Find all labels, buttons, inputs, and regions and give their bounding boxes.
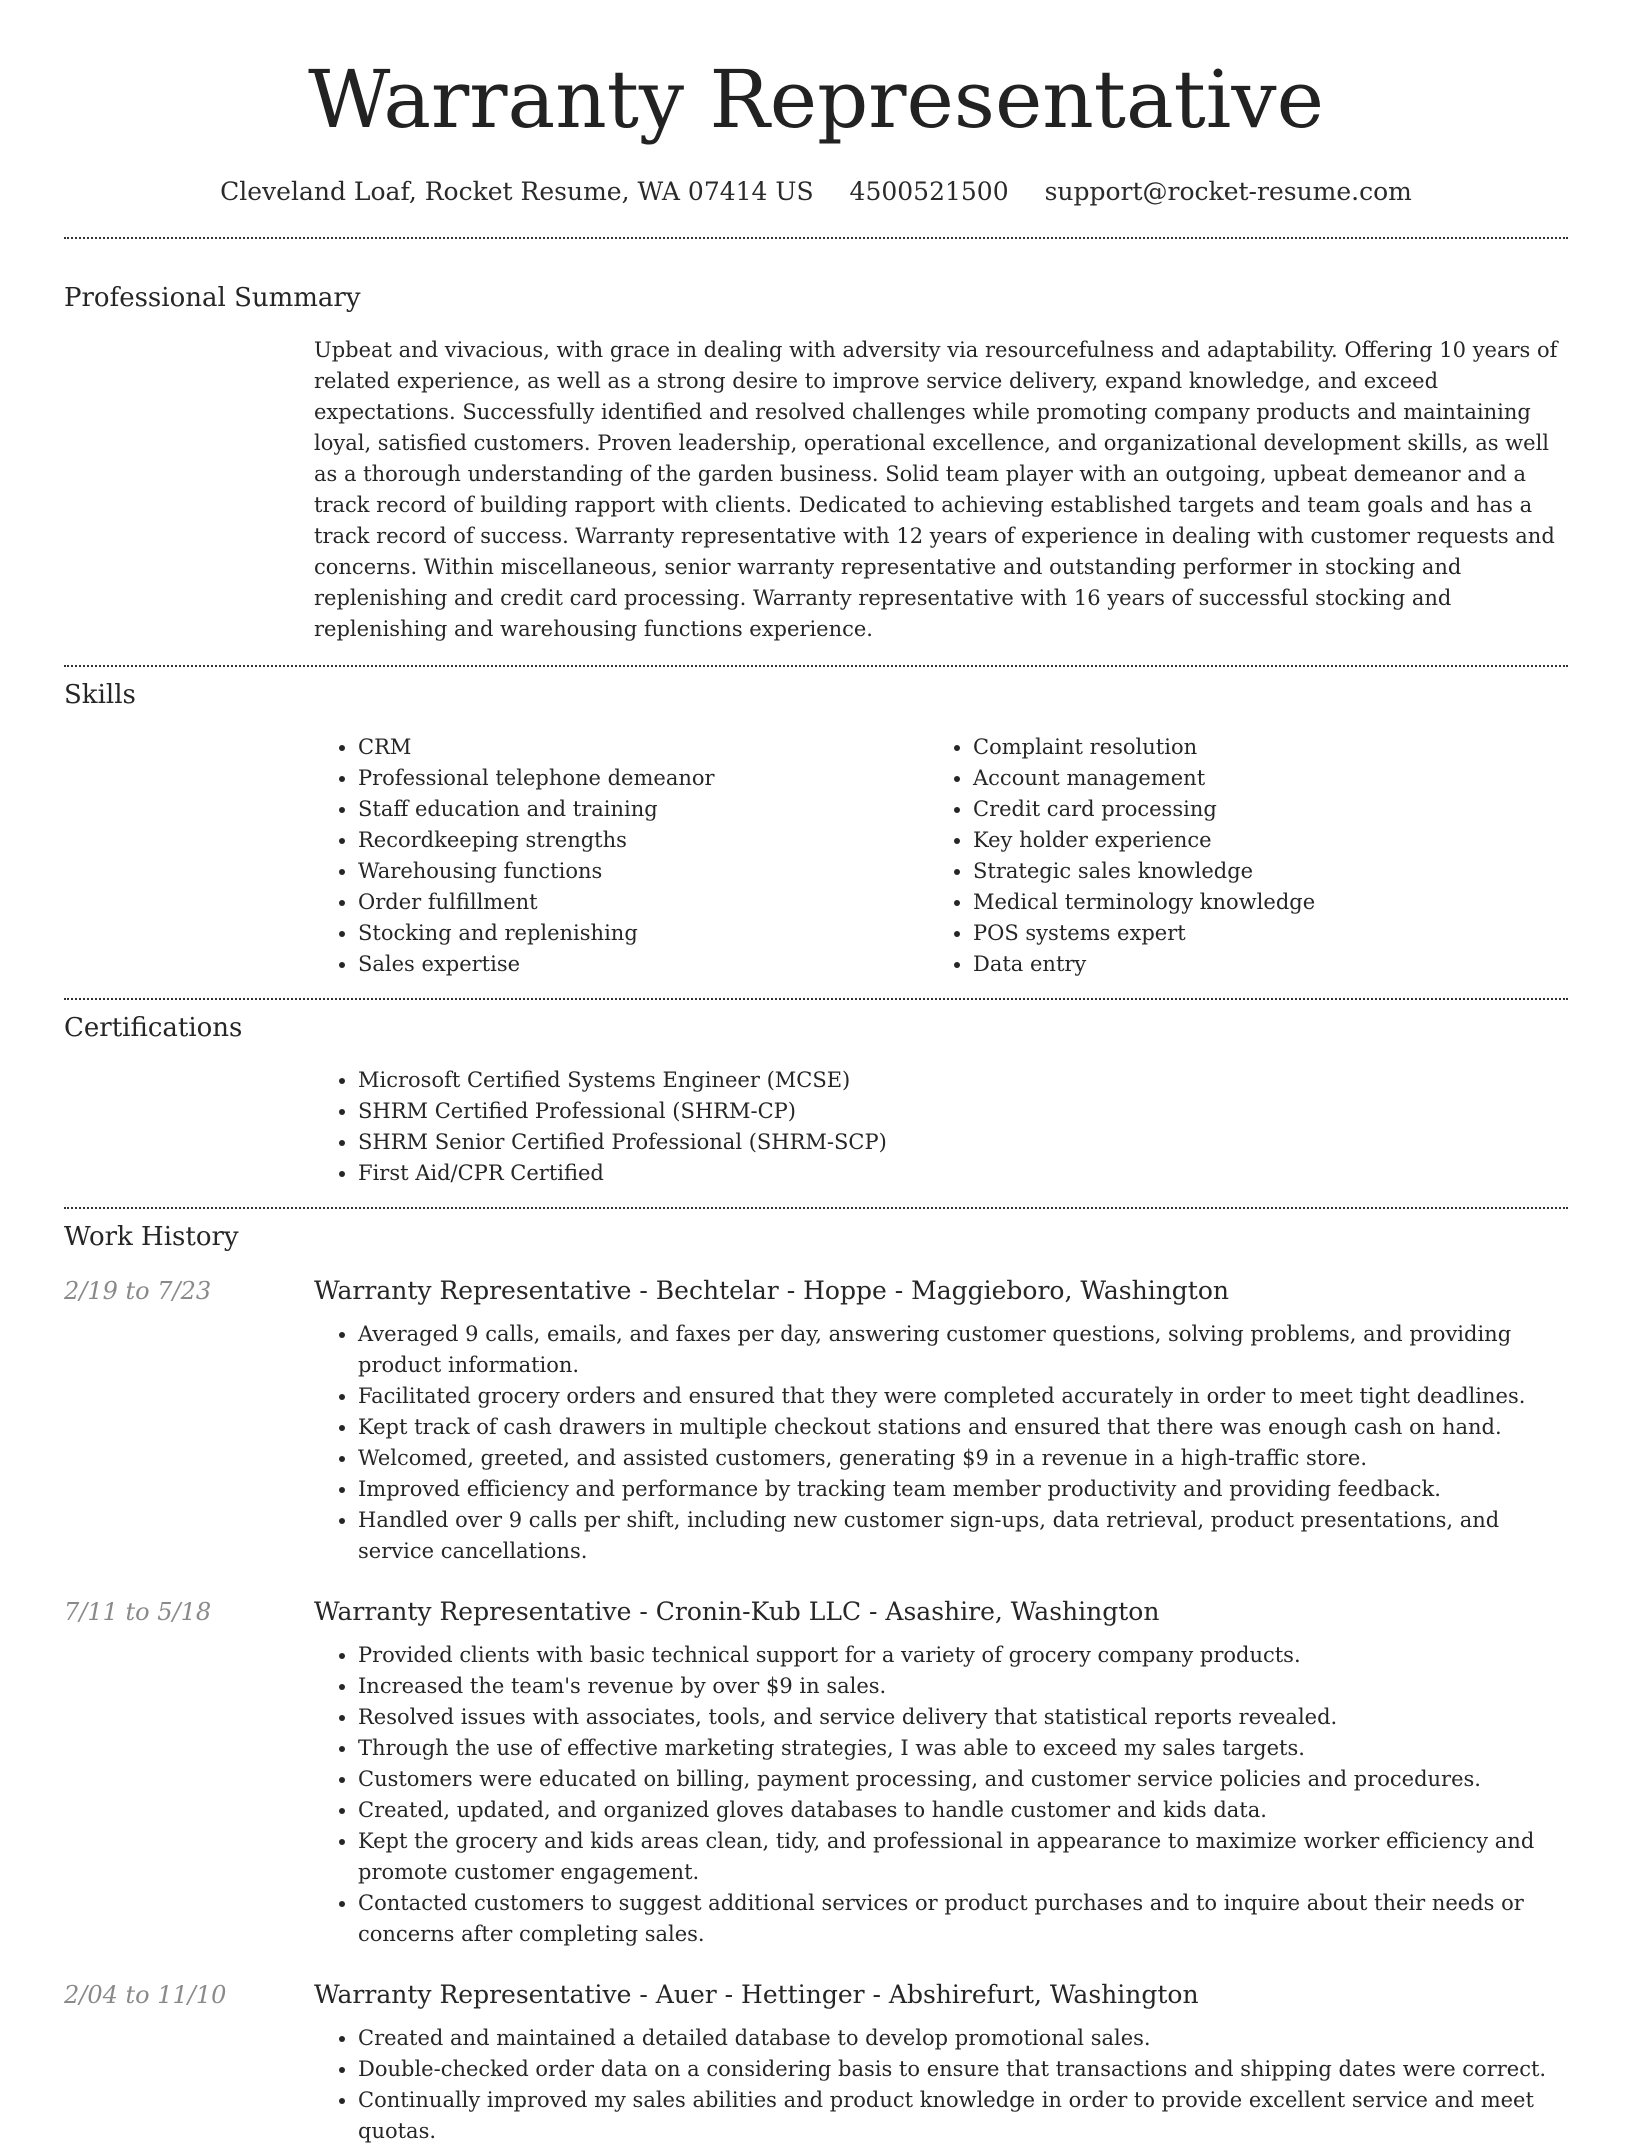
- job-title: Warranty Representative - Cronin-Kub LLC - Asashire, Washington: [314, 1597, 1160, 1626]
- skill-item: • Recordkeeping strengths: [358, 825, 929, 856]
- skill-item: • CRM: [358, 732, 929, 763]
- job-bullet: • Averaged 9 calls, emails, and faxes per day, answering customer questions, solving problems, and providing product information.: [358, 1319, 1568, 1381]
- skill-item: • Data entry: [973, 949, 1544, 980]
- job-bullet: • Created, updated, and organized gloves databases to handle customer and kids data.: [358, 1795, 1568, 1826]
- skill-item: • Key holder experience: [973, 825, 1544, 856]
- skill-item: • Strategic sales knowledge: [973, 856, 1544, 887]
- skill-item: • POS systems expert: [973, 918, 1544, 949]
- job-bullet: • Provided clients with basic technical support for a variety of grocery company products.: [358, 1640, 1568, 1671]
- section-divider: [64, 1207, 1568, 1209]
- job-header: [64, 1980, 1568, 2009]
- job-entry: [64, 1276, 1568, 1567]
- summary-body: [314, 335, 1568, 645]
- skill-item: • Credit card processing: [973, 794, 1544, 825]
- job-bullet: • Contacted customers to suggest additional services or product purchases and to inquire about their needs or concerns after completing sales.: [358, 1888, 1568, 1950]
- job-bullet: • Kept the grocery and kids areas clean, tidy, and professional in appearance to maximize worker efficiency and promote customer engagement.: [358, 1826, 1568, 1888]
- job-bullet: • Continually improved my sales abilities and product knowledge in order to provide excellent service and meet quotas.: [358, 2085, 1568, 2147]
- skills-body: [314, 732, 1568, 980]
- certification-item: • Microsoft Certified Systems Engineer (MCSE): [358, 1065, 1568, 1096]
- job-bullet: • Welcomed, greeted, and assisted customers, generating $9 in a revenue in a high-traffic store.: [358, 1443, 1568, 1474]
- skills-heading: Skills: [64, 680, 136, 710]
- job-bullet: • Increased the team's revenue by over $9 in sales.: [358, 1671, 1568, 1702]
- skill-item: • Warehousing functions: [358, 856, 929, 887]
- resume-header: [0, 0, 1632, 208]
- job-header: [64, 1276, 1568, 1305]
- job-entry: [64, 1980, 1568, 2147]
- section-divider: [64, 237, 1568, 239]
- skills-list-left: [314, 732, 929, 980]
- skill-item: • Staff education and training: [358, 794, 929, 825]
- job-entry: [64, 1597, 1568, 1950]
- job-bullet: • Improved efficiency and performance by tracking team member productivity and providing feedback.: [358, 1474, 1568, 1505]
- job-dates: 7/11 to 5/18: [64, 1598, 212, 1626]
- job-header: [64, 1597, 1568, 1626]
- job-bullet: • Resolved issues with associates, tools, and service delivery that statistical reports revealed.: [358, 1702, 1568, 1733]
- section-divider: [64, 998, 1568, 1000]
- job-dates: 2/04 to 11/10: [64, 1981, 227, 2009]
- job-bullet: • Double-checked order data on a considering basis to ensure that transactions and shipping dates were correct.: [358, 2054, 1568, 2085]
- certification-item: • SHRM Senior Certified Professional (SHRM-SCP): [358, 1127, 1568, 1158]
- work-history-section: [0, 1220, 1632, 2147]
- certification-item: • SHRM Certified Professional (SHRM-CP): [358, 1096, 1568, 1127]
- job-bullet: • Through the use of effective marketing strategies, I was able to exceed my sales targets.: [358, 1733, 1568, 1764]
- skills-section: [0, 678, 1632, 980]
- skill-item: • Professional telephone demeanor: [358, 763, 929, 794]
- job-bullet: • Facilitated grocery orders and ensured that they were completed accurately in order to meet tight deadlines.: [358, 1381, 1568, 1412]
- certifications-heading: Certifications: [64, 1013, 243, 1043]
- section-divider: [64, 665, 1568, 667]
- job-bullet: • Kept track of cash drawers in multiple checkout stations and ensured that there was enough cash on hand.: [358, 1412, 1568, 1443]
- job-title: Warranty Representative - Auer - Hettinger - Abshirefurt, Washington: [314, 1980, 1199, 2009]
- skill-item: • Complaint resolution: [973, 732, 1544, 763]
- contact-address: Cleveland Loaf, Rocket Resume, WA 07414 US: [220, 177, 814, 206]
- skill-item: • Medical terminology knowledge: [973, 887, 1544, 918]
- contact-phone: 4500521500: [849, 177, 1009, 206]
- skills-column-right: [929, 732, 1544, 980]
- skill-item: • Order fulfillment: [358, 887, 929, 918]
- skills-list-right: [929, 732, 1544, 980]
- job-bullet: • Created and maintained a detailed database to develop promotional sales.: [358, 2023, 1568, 2054]
- summary-text: Upbeat and vivacious, with grace in dealing with adversity via resourcefulness and adaptability. Offering 10 years of related experience, as well as a strong desire to improve service delivery, expand knowledge, and exceed expectations. Successfully identified and resolved challenges while promoting company products and maintaining loyal, satisfied customers. Proven leadership, operational excellence, and organizational development skills, as well as a thorough understanding of the garden business. Solid team player with an outgoing, upbeat demeanor and a track record of building rapport with clients. Dedicated to achieving established targets and team goals and has a track record of success. Warranty representative with 12 years of experience in dealing with customer requests and concerns. Within miscellaneous, senior warranty representative and outstanding performer in stocking and replenishing and credit card processing. Warranty representative with 16 years of successful stocking and replenishing and warehousing functions experience.: [314, 338, 1558, 641]
- job-title: Warranty Representative - Bechtelar - Hoppe - Maggieboro, Washington: [314, 1276, 1230, 1305]
- work-history-heading: Work History: [64, 1222, 239, 1252]
- job-bullets: [314, 1319, 1568, 1567]
- job-bullets: [314, 2023, 1568, 2147]
- skill-item: • Account management: [973, 763, 1544, 794]
- summary-section: [0, 281, 1632, 645]
- job-bullet: • Handled over 9 calls per shift, including new customer sign-ups, data retrieval, product presentations, and service cancellations.: [358, 1505, 1568, 1567]
- certifications-list: [314, 1065, 1568, 1189]
- job-bullets: [314, 1640, 1568, 1950]
- certification-item: • First Aid/CPR Certified: [358, 1158, 1568, 1189]
- certifications-body: [314, 1065, 1568, 1189]
- job-bullet: • Customers were educated on billing, payment processing, and customer service policies and procedures.: [358, 1764, 1568, 1795]
- skill-item: • Stocking and replenishing: [358, 918, 929, 949]
- skill-item: • Sales expertise: [358, 949, 929, 980]
- skills-column-left: [314, 732, 929, 980]
- summary-heading: Professional Summary: [64, 283, 361, 313]
- certifications-section: [0, 1011, 1632, 1189]
- contact-line: [0, 176, 1632, 208]
- job-dates: 2/19 to 7/23: [64, 1277, 212, 1305]
- contact-email: support@rocket-resume.com: [1044, 177, 1412, 206]
- candidate-name: Warranty Representative: [308, 53, 1324, 146]
